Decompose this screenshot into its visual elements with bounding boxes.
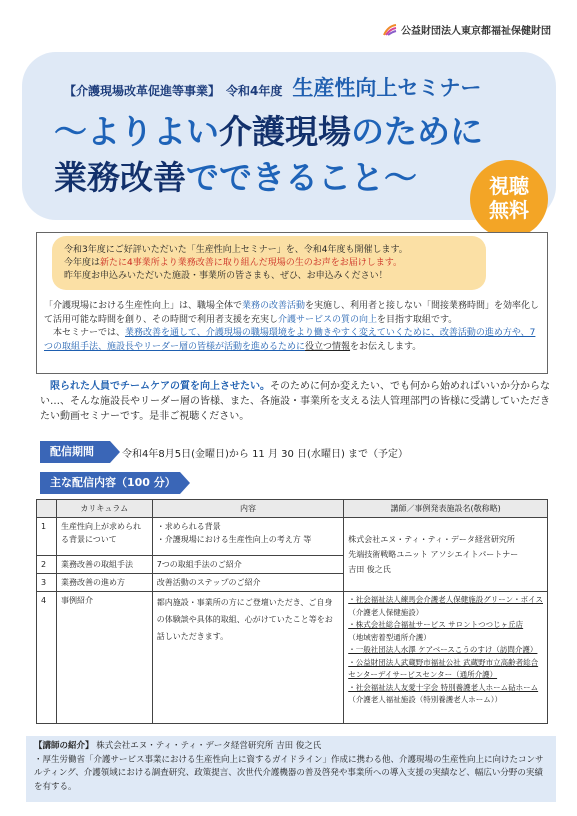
lecturer-label: 【講師の紹介】 [34, 741, 94, 751]
table-header [37, 500, 57, 518]
speaker-line: 先端技術戦略ユニット アソシエイトパートナー [348, 550, 519, 559]
lecturer-name: 株式会社エヌ・ティ・ティ・データ経営研究所 吉田 俊之氏 [96, 741, 322, 751]
free-viewing-badge [470, 160, 548, 238]
tag-arrow-icon [180, 472, 190, 494]
text: 本セミナーでは、 [53, 328, 126, 338]
badge-line: 無料 [489, 198, 529, 222]
table-header: 講師／事例発表施設名(敬称略) [344, 500, 548, 518]
highlight: 介護サービスの質の向上 [278, 314, 378, 325]
speaker-cell [344, 518, 548, 592]
content-cell: ・求められる背景 ・介護現場における生産性向上の考え方 等 [152, 518, 344, 556]
schedule-table [36, 499, 548, 724]
curriculum-cell: 業務改善の取組手法 [56, 556, 152, 574]
table-header-row [37, 500, 548, 518]
curriculum-cell: 生産性向上が求められる背景について [56, 518, 152, 556]
content-label: 主な配信内容（100 分） [40, 472, 180, 494]
notice-highlight: 新たに4事業所より業務改善に取り組んだ現場の生のお声をお届けします。 [100, 258, 403, 268]
text: 「介護現場における生産性向上」は、職場全体で [44, 301, 243, 311]
case-speaker: ・一般社団法人水澤 ケアベースこうのすけ（訪問介護） [348, 645, 538, 654]
speaker-line: 吉田 俊之氏 [348, 565, 391, 574]
speaker-line: 株式会社エヌ・ティ・ティ・データ経営研究所 [348, 535, 515, 544]
org-header [383, 22, 551, 37]
highlight: 限られた人員でチームケアの質を向上させたい。 [50, 381, 270, 392]
highlight: 業務改善を通して、介護現場の職場環境をより働きやすく変えていくために、改善活動の進め方や、7つの取組手法、施設長やリーダー層の皆様が活動を進めるために [44, 328, 536, 352]
lecturer-heading [34, 740, 548, 754]
main-title-line1 [54, 106, 483, 153]
row-number: 3 [37, 574, 57, 592]
notice-line: 昨年度お申込みいただいた施設・事業所の皆さまも、ぜひ、お申込みください！ [64, 271, 388, 281]
table-row [37, 518, 548, 556]
delivery-period-label: 配信期間 [40, 441, 110, 463]
content-cell: 都内施設・事業所の方にご登壇いただき、ご自身の体験談や具体的取組、心がけていたこと等をお話しいただきます。 [152, 592, 344, 724]
title-part: 介護現場 [219, 112, 351, 151]
row-number: 2 [37, 556, 57, 574]
title-part: でできること～ [186, 158, 417, 197]
text: 役立つ情報 [305, 341, 351, 352]
text: を目指す取組です。 [377, 314, 458, 325]
org-name: 公益財団法人東京都福祉保健財団 [401, 26, 551, 37]
main-title-line2 [54, 152, 417, 199]
title-part: のために [351, 112, 483, 151]
table-header: カリキュラム [56, 500, 152, 518]
table-row [37, 592, 548, 724]
text: をお伝えします。 [350, 341, 422, 352]
notice-box [52, 236, 486, 290]
case-speaker-type: （地域密着型通所介護） [348, 632, 431, 642]
seminar-subline [64, 72, 481, 102]
curriculum-cell: 事例紹介 [56, 592, 152, 724]
notice-text: 今年度は [64, 258, 101, 268]
case-speaker-cell [344, 592, 548, 724]
text: そのために何か変えたい、でも何から始めればいいか分からない…、そんな施設長やリーダー層の皆様、また、各施設・事業所を支える法人管理部門の皆様に受講していただきたい動画セミナーです。是非ご視聴ください。 [40, 381, 550, 422]
intro-paragraph [44, 300, 544, 327]
title-part: よりよい [87, 112, 219, 151]
title-part: 業務改善 [54, 158, 186, 197]
row-number: 1 [37, 518, 57, 556]
text: 効率化して活用可能な時間を創り、その時間で利用者支援を充実し [44, 301, 540, 325]
case-speaker-type: （介護老人福祉施設（特別養護老人ホーム）） [348, 695, 502, 704]
table-header: 内容 [152, 500, 344, 518]
lecturer-bio: ・厚生労働省「介護サービス事業における生産性向上に資するガイドライン」作成に携わる他、介護現場の生産性向上に向けたコンサルティング、介護領域における調査研究、政策提言、次世代介護機器の普及啓発や事業所への導入支援の実績など、幅広い分野の実績を有する。 [34, 754, 544, 792]
content-cell: 改善活動のステップのご紹介 [152, 574, 344, 592]
case-speaker: ・公益財団法人武蔵野市福祉公社 武蔵野市立高齢者総合 [348, 657, 539, 667]
highlight: 業務の改善活動 [242, 301, 306, 311]
case-speaker: ・社会福祉法人友愛十字会 特別養護老人ホーム砧ホーム [348, 682, 539, 692]
lecturer-intro [26, 736, 556, 802]
notice-line [64, 257, 474, 270]
badge-line: 視聴 [489, 174, 529, 198]
target-audience-text [40, 379, 550, 424]
intro-paragraph [44, 327, 544, 354]
notice-line: 令和3年度にご好評いただいた「生産性向上セミナー」を、令和4年度も開催します。 [64, 245, 408, 255]
intro-text [44, 300, 544, 354]
content-cell: 7つの取組手法のご紹介 [152, 556, 344, 574]
case-speaker: ・社会福祉法人練馬会介護老人保健施設グリーン・ボイス [348, 595, 543, 604]
title-part: ～ [54, 112, 87, 151]
delivery-period: 令和4年8月5日(金曜日)から 11 月 30 日(水曜日) まで（予定） [122, 449, 409, 460]
text: を実施し、利用者と接しない「間接業務時間」を [305, 301, 504, 311]
case-speaker: ・株式会社総合福祉サービス サロントつつじヶ丘店 [348, 620, 524, 629]
seminar-name: 生産性向上セミナー [292, 76, 482, 100]
curriculum-cell: 業務改善の進め方 [56, 574, 152, 592]
fiscal-year: 令和4年度 [226, 84, 283, 98]
project-name: 【介護現場改革促進等事業】 [64, 84, 221, 98]
foundation-logo-icon [383, 24, 397, 36]
tag-arrow-icon [110, 441, 120, 463]
row-number: 4 [37, 592, 57, 724]
case-speaker-type: センターデイサービスセンター（通所介護） [348, 670, 498, 679]
case-speaker-type: （介護老人保健施設） [348, 607, 424, 617]
